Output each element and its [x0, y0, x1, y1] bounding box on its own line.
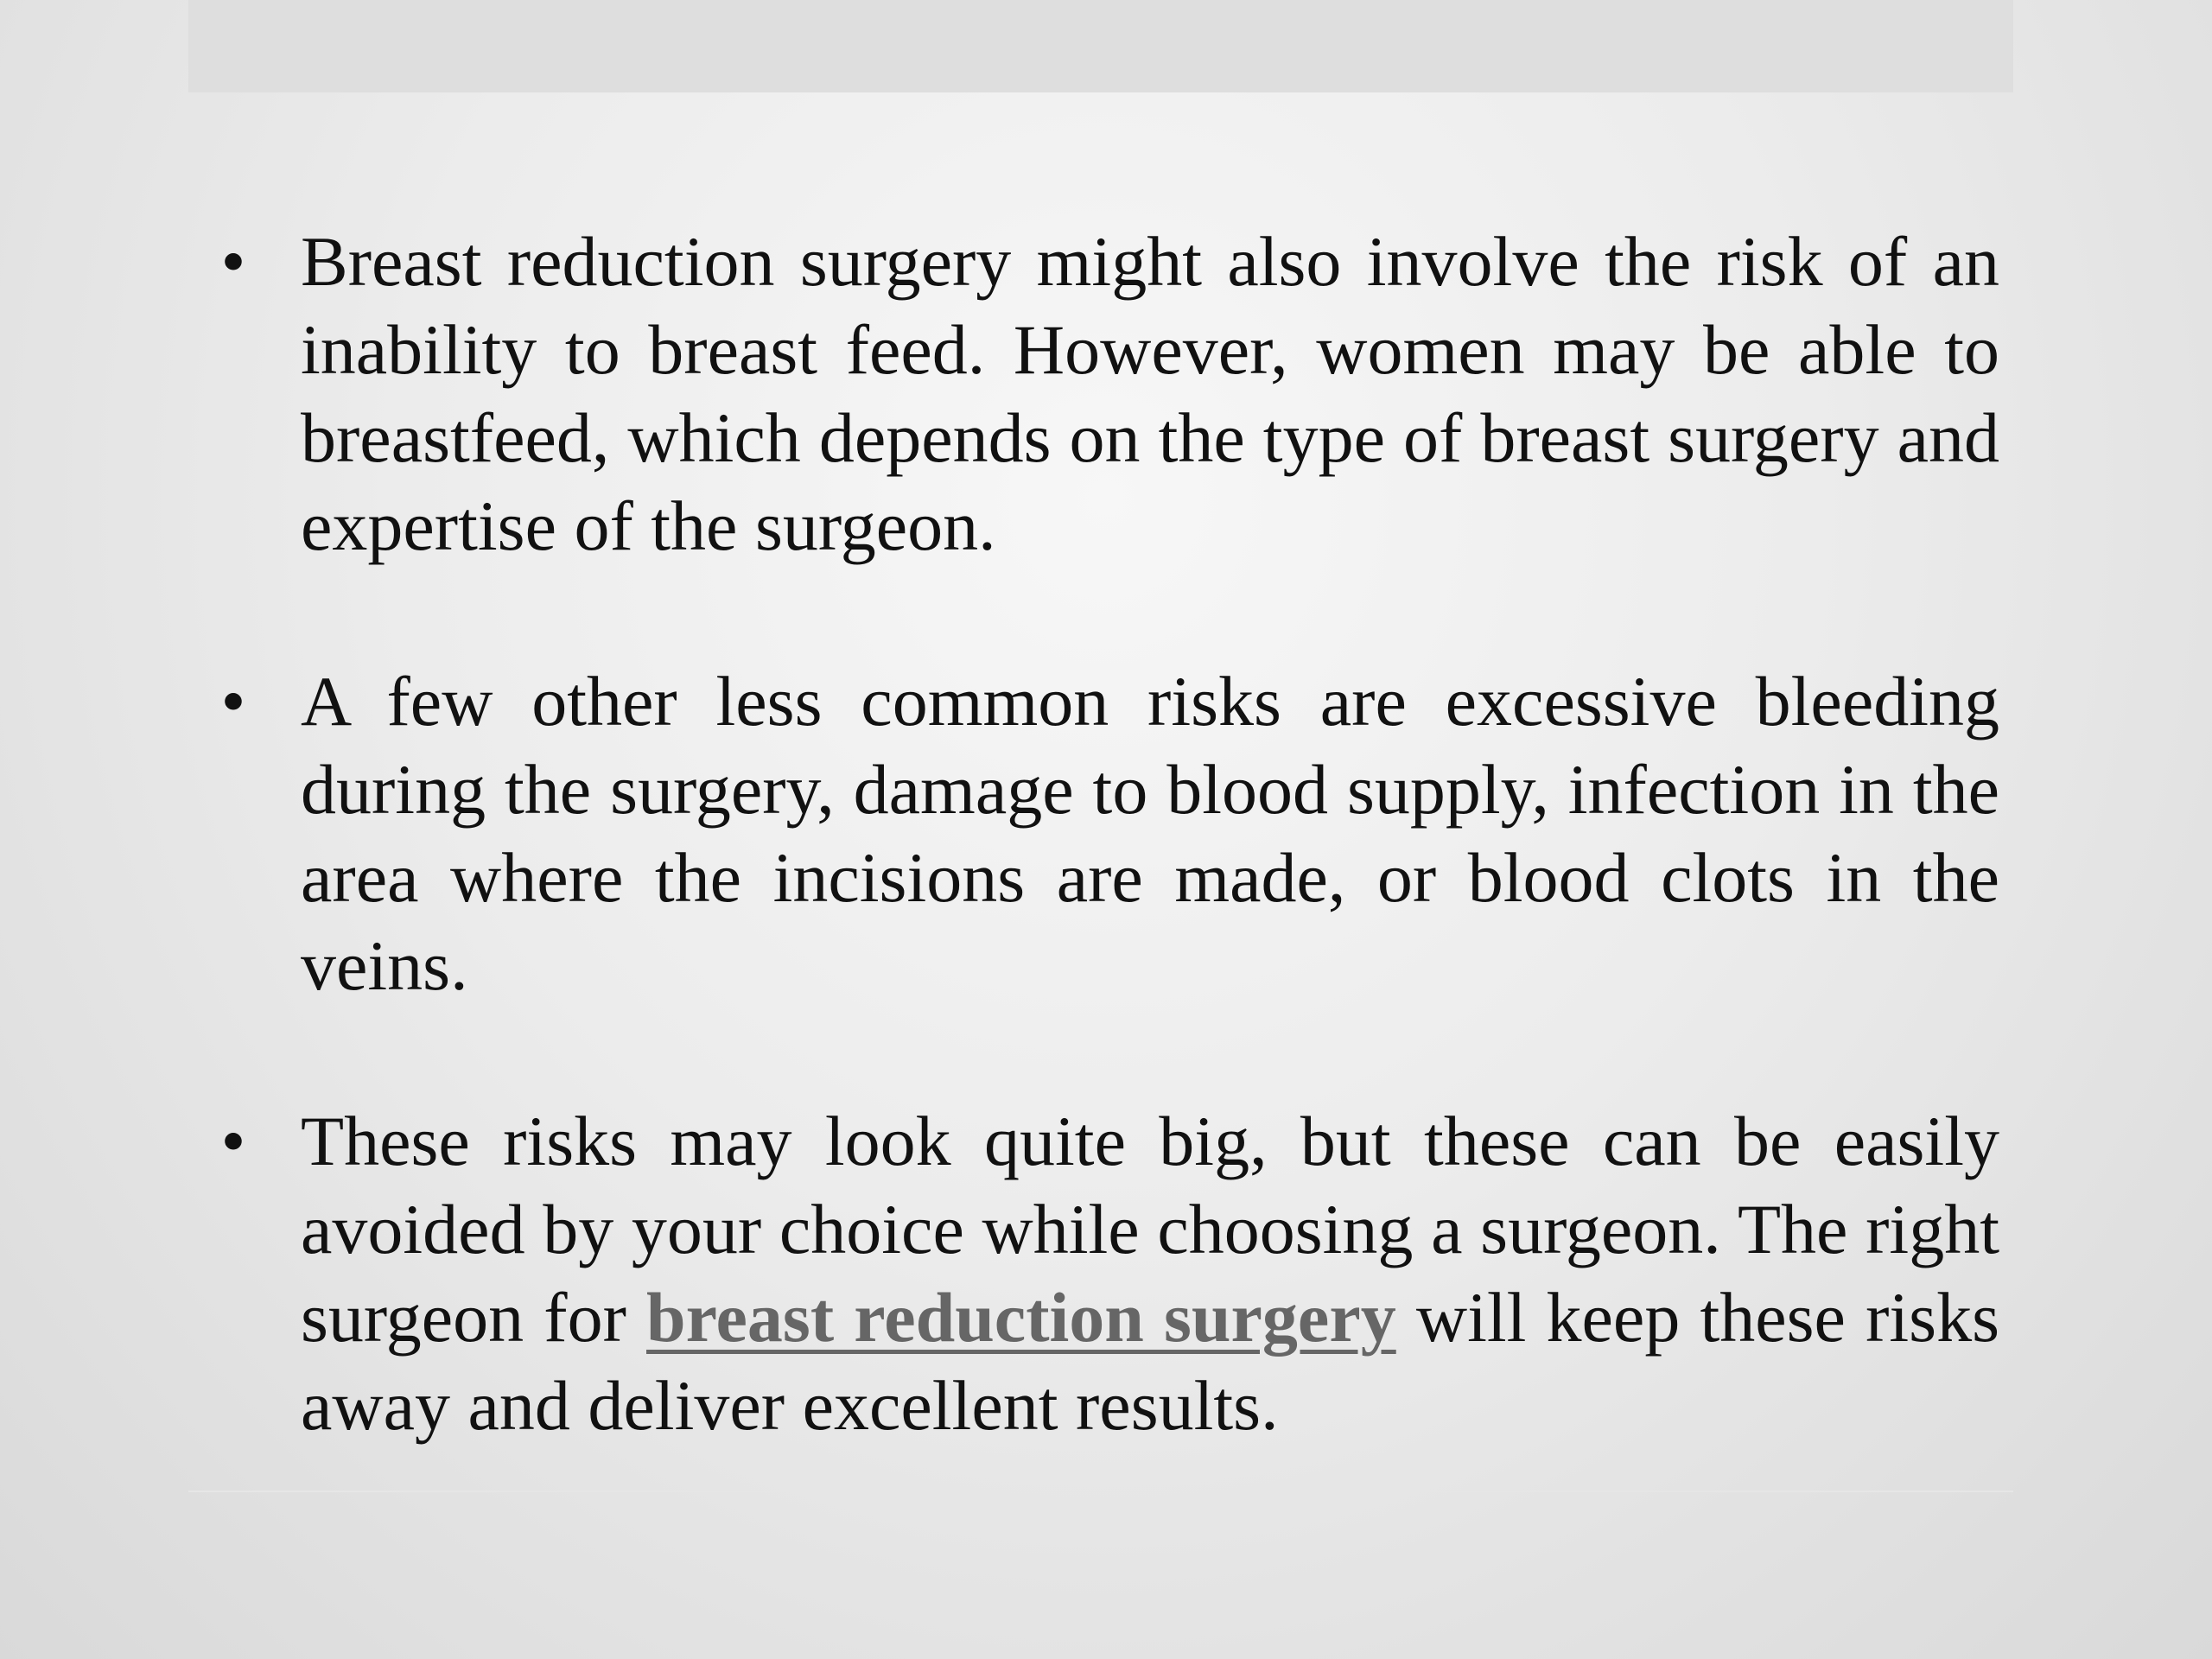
- list-item: [216, 658, 1999, 1010]
- bullet-icon: •: [220, 222, 246, 301]
- bullet-text-before-link: These risks may look quite big, but these can be easily avoided by your choice while choosing a surgeon. The right surgeon for: [301, 1102, 1999, 1357]
- divider: [188, 1491, 2013, 1492]
- slide-header-bar: [188, 0, 2013, 92]
- breast-reduction-surgery-link[interactable]: breast reduction surgery: [646, 1278, 1396, 1357]
- bullet-text-after-link: will keep these risks away and deliver excellent results.: [301, 1278, 1999, 1445]
- bullet-text: Breast reduction surgery might also involve the risk of an inability to breast feed. However, women may be able to breastfeed, which depends on the type of breast surgery and expertise of the surgeon.: [301, 222, 1999, 565]
- list-item: [216, 1097, 1999, 1450]
- bullet-list: [216, 218, 1999, 1450]
- list-item: [216, 218, 1999, 570]
- bullet-icon: •: [220, 662, 246, 741]
- bullet-text: A few other less common risks are excessive bleeding during the surgery, damage to blood supply, infection in the area where the incisions are made, or blood clots in the veins.: [301, 662, 1999, 1005]
- bullet-icon: •: [220, 1102, 246, 1180]
